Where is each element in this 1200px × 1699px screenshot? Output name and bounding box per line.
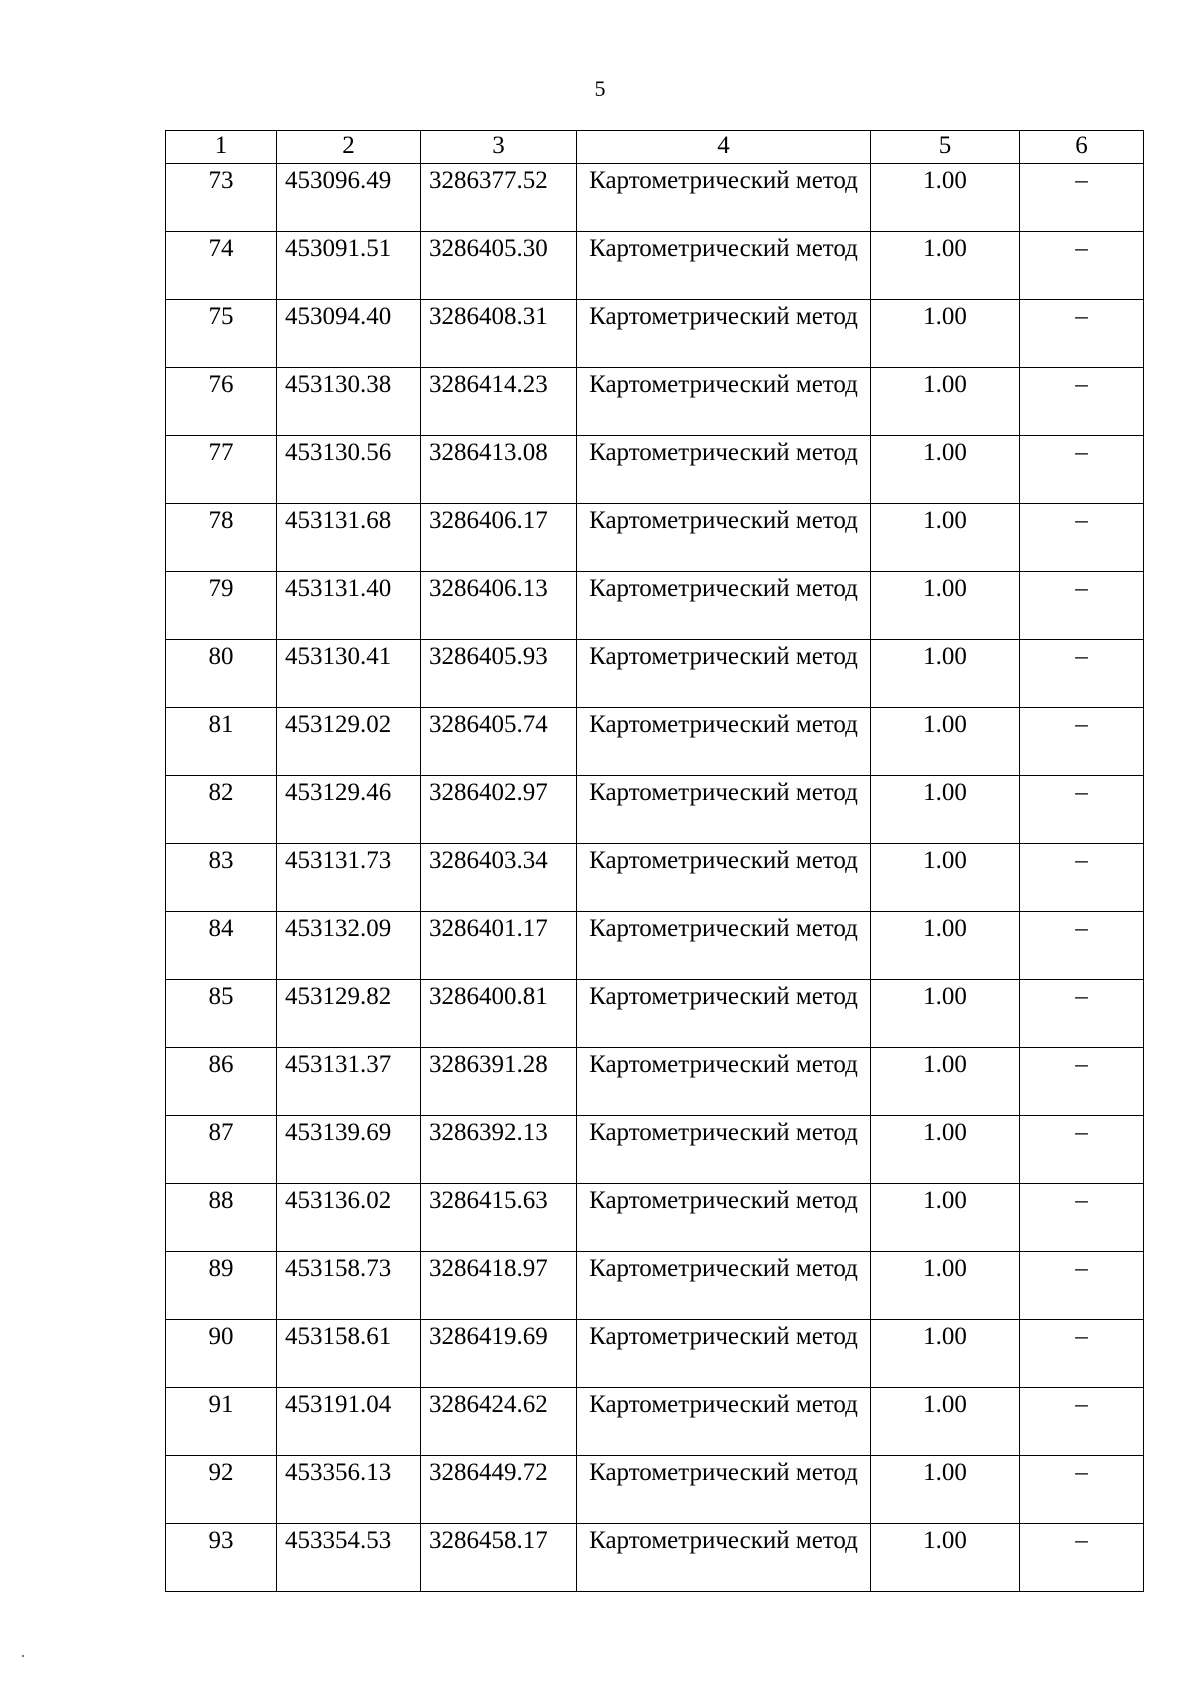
x-coordinate-cell: 453131.40 [277, 572, 421, 640]
x-coordinate-cell: 453130.41 [277, 640, 421, 708]
description-cell: – [1020, 1320, 1144, 1388]
accuracy-cell: 1.00 [871, 1388, 1020, 1456]
point-number-cell: 77 [166, 436, 277, 504]
table-row [166, 844, 1144, 912]
description-cell: – [1020, 504, 1144, 572]
table-row [166, 980, 1144, 1048]
description-cell: – [1020, 1252, 1144, 1320]
description-cell: – [1020, 640, 1144, 708]
header-row [166, 131, 1144, 164]
x-coordinate-cell: 453130.56 [277, 436, 421, 504]
description-cell: – [1020, 572, 1144, 640]
method-cell: Картометрический метод [577, 232, 871, 300]
accuracy-cell: 1.00 [871, 1320, 1020, 1388]
y-coordinate-cell: 3286377.52 [421, 164, 577, 232]
description-cell: – [1020, 980, 1144, 1048]
point-number-cell: 93 [166, 1524, 277, 1592]
method-cell: Картометрический метод [577, 1524, 871, 1592]
accuracy-cell: 1.00 [871, 1116, 1020, 1184]
point-number-cell: 79 [166, 572, 277, 640]
x-coordinate-cell: 453131.73 [277, 844, 421, 912]
y-coordinate-cell: 3286419.69 [421, 1320, 577, 1388]
point-number-cell: 82 [166, 776, 277, 844]
accuracy-cell: 1.00 [871, 436, 1020, 504]
description-cell: – [1020, 1048, 1144, 1116]
y-coordinate-cell: 3286400.81 [421, 980, 577, 1048]
x-coordinate-cell: 453354.53 [277, 1524, 421, 1592]
description-cell: – [1020, 1524, 1144, 1592]
table-row [166, 1456, 1144, 1524]
y-coordinate-cell: 3286406.13 [421, 572, 577, 640]
method-cell: Картометрический метод [577, 640, 871, 708]
table-row [166, 572, 1144, 640]
x-coordinate-cell: 453094.40 [277, 300, 421, 368]
table-row [166, 1116, 1144, 1184]
point-number-cell: 84 [166, 912, 277, 980]
table-row [166, 1048, 1144, 1116]
y-coordinate-cell: 3286413.08 [421, 436, 577, 504]
header-col-6: 6 [1020, 131, 1144, 164]
x-coordinate-cell: 453191.04 [277, 1388, 421, 1456]
y-coordinate-cell: 3286458.17 [421, 1524, 577, 1592]
description-cell: – [1020, 1116, 1144, 1184]
table-row [166, 640, 1144, 708]
point-number-cell: 89 [166, 1252, 277, 1320]
y-coordinate-cell: 3286424.62 [421, 1388, 577, 1456]
table-row [166, 164, 1144, 232]
y-coordinate-cell: 3286449.72 [421, 1456, 577, 1524]
table-row [166, 776, 1144, 844]
x-coordinate-cell: 453132.09 [277, 912, 421, 980]
header-col-2: 2 [277, 131, 421, 164]
x-coordinate-cell: 453129.02 [277, 708, 421, 776]
accuracy-cell: 1.00 [871, 1184, 1020, 1252]
table-row [166, 1524, 1144, 1592]
accuracy-cell: 1.00 [871, 708, 1020, 776]
accuracy-cell: 1.00 [871, 1252, 1020, 1320]
description-cell: – [1020, 300, 1144, 368]
description-cell: – [1020, 912, 1144, 980]
table-row [166, 1252, 1144, 1320]
description-cell: – [1020, 436, 1144, 504]
accuracy-cell: 1.00 [871, 504, 1020, 572]
method-cell: Картометрический метод [577, 504, 871, 572]
header-col-4: 4 [577, 131, 871, 164]
point-number-cell: 78 [166, 504, 277, 572]
description-cell: – [1020, 164, 1144, 232]
description-cell: – [1020, 1184, 1144, 1252]
x-coordinate-cell: 453131.37 [277, 1048, 421, 1116]
x-coordinate-cell: 453131.68 [277, 504, 421, 572]
description-cell: – [1020, 368, 1144, 436]
description-cell: – [1020, 232, 1144, 300]
x-coordinate-cell: 453158.61 [277, 1320, 421, 1388]
y-coordinate-cell: 3286392.13 [421, 1116, 577, 1184]
y-coordinate-cell: 3286414.23 [421, 368, 577, 436]
x-coordinate-cell: 453356.13 [277, 1456, 421, 1524]
method-cell: Картометрический метод [577, 1320, 871, 1388]
x-coordinate-cell: 453136.02 [277, 1184, 421, 1252]
x-coordinate-cell: 453129.82 [277, 980, 421, 1048]
method-cell: Картометрический метод [577, 912, 871, 980]
accuracy-cell: 1.00 [871, 1048, 1020, 1116]
table-row [166, 232, 1144, 300]
description-cell: – [1020, 1388, 1144, 1456]
x-coordinate-cell: 453139.69 [277, 1116, 421, 1184]
table-body [166, 164, 1144, 1592]
accuracy-cell: 1.00 [871, 640, 1020, 708]
point-number-cell: 85 [166, 980, 277, 1048]
page-number: 5 [594, 76, 606, 101]
y-coordinate-cell: 3286406.17 [421, 504, 577, 572]
y-coordinate-cell: 3286402.97 [421, 776, 577, 844]
table-row [166, 1388, 1144, 1456]
y-coordinate-cell: 3286408.31 [421, 300, 577, 368]
method-cell: Картометрический метод [577, 572, 871, 640]
y-coordinate-cell: 3286405.30 [421, 232, 577, 300]
table-row [166, 368, 1144, 436]
method-cell: Картометрический метод [577, 436, 871, 504]
x-coordinate-cell: 453130.38 [277, 368, 421, 436]
y-coordinate-cell: 3286418.97 [421, 1252, 577, 1320]
point-number-cell: 83 [166, 844, 277, 912]
description-cell: – [1020, 844, 1144, 912]
header-col-3: 3 [421, 131, 577, 164]
accuracy-cell: 1.00 [871, 232, 1020, 300]
method-cell: Картометрический метод [577, 300, 871, 368]
accuracy-cell: 1.00 [871, 980, 1020, 1048]
method-cell: Картометрический метод [577, 776, 871, 844]
accuracy-cell: 1.00 [871, 164, 1020, 232]
method-cell: Картометрический метод [577, 1116, 871, 1184]
method-cell: Картометрический метод [577, 164, 871, 232]
method-cell: Картометрический метод [577, 1456, 871, 1524]
table-row [166, 300, 1144, 368]
scan-speck [22, 1655, 24, 1657]
point-number-cell: 88 [166, 1184, 277, 1252]
accuracy-cell: 1.00 [871, 1524, 1020, 1592]
accuracy-cell: 1.00 [871, 844, 1020, 912]
method-cell: Картометрический метод [577, 1048, 871, 1116]
table-header [166, 131, 1144, 164]
x-coordinate-cell: 453129.46 [277, 776, 421, 844]
table-row [166, 504, 1144, 572]
accuracy-cell: 1.00 [871, 1456, 1020, 1524]
description-cell: – [1020, 708, 1144, 776]
point-number-cell: 74 [166, 232, 277, 300]
y-coordinate-cell: 3286405.93 [421, 640, 577, 708]
x-coordinate-cell: 453158.73 [277, 1252, 421, 1320]
point-number-cell: 75 [166, 300, 277, 368]
method-cell: Картометрический метод [577, 844, 871, 912]
point-number-cell: 91 [166, 1388, 277, 1456]
point-number-cell: 87 [166, 1116, 277, 1184]
table-row [166, 436, 1144, 504]
accuracy-cell: 1.00 [871, 912, 1020, 980]
table-row [166, 1184, 1144, 1252]
point-number-cell: 80 [166, 640, 277, 708]
y-coordinate-cell: 3286401.17 [421, 912, 577, 980]
method-cell: Картометрический метод [577, 368, 871, 436]
table-row [166, 912, 1144, 980]
method-cell: Картометрический метод [577, 980, 871, 1048]
y-coordinate-cell: 3286391.28 [421, 1048, 577, 1116]
accuracy-cell: 1.00 [871, 776, 1020, 844]
point-number-cell: 92 [166, 1456, 277, 1524]
method-cell: Картометрический метод [577, 708, 871, 776]
header-col-1: 1 [166, 131, 277, 164]
point-number-cell: 90 [166, 1320, 277, 1388]
accuracy-cell: 1.00 [871, 300, 1020, 368]
table-row [166, 1320, 1144, 1388]
y-coordinate-cell: 3286403.34 [421, 844, 577, 912]
point-number-cell: 86 [166, 1048, 277, 1116]
x-coordinate-cell: 453091.51 [277, 232, 421, 300]
table-row [166, 708, 1144, 776]
method-cell: Картометрический метод [577, 1184, 871, 1252]
description-cell: – [1020, 1456, 1144, 1524]
header-col-5: 5 [871, 131, 1020, 164]
description-cell: – [1020, 776, 1144, 844]
point-number-cell: 76 [166, 368, 277, 436]
y-coordinate-cell: 3286415.63 [421, 1184, 577, 1252]
method-cell: Картометрический метод [577, 1388, 871, 1456]
accuracy-cell: 1.00 [871, 572, 1020, 640]
y-coordinate-cell: 3286405.74 [421, 708, 577, 776]
accuracy-cell: 1.00 [871, 368, 1020, 436]
point-number-cell: 81 [166, 708, 277, 776]
point-number-cell: 73 [166, 164, 277, 232]
coordinates-table [165, 130, 1144, 1592]
method-cell: Картометрический метод [577, 1252, 871, 1320]
x-coordinate-cell: 453096.49 [277, 164, 421, 232]
